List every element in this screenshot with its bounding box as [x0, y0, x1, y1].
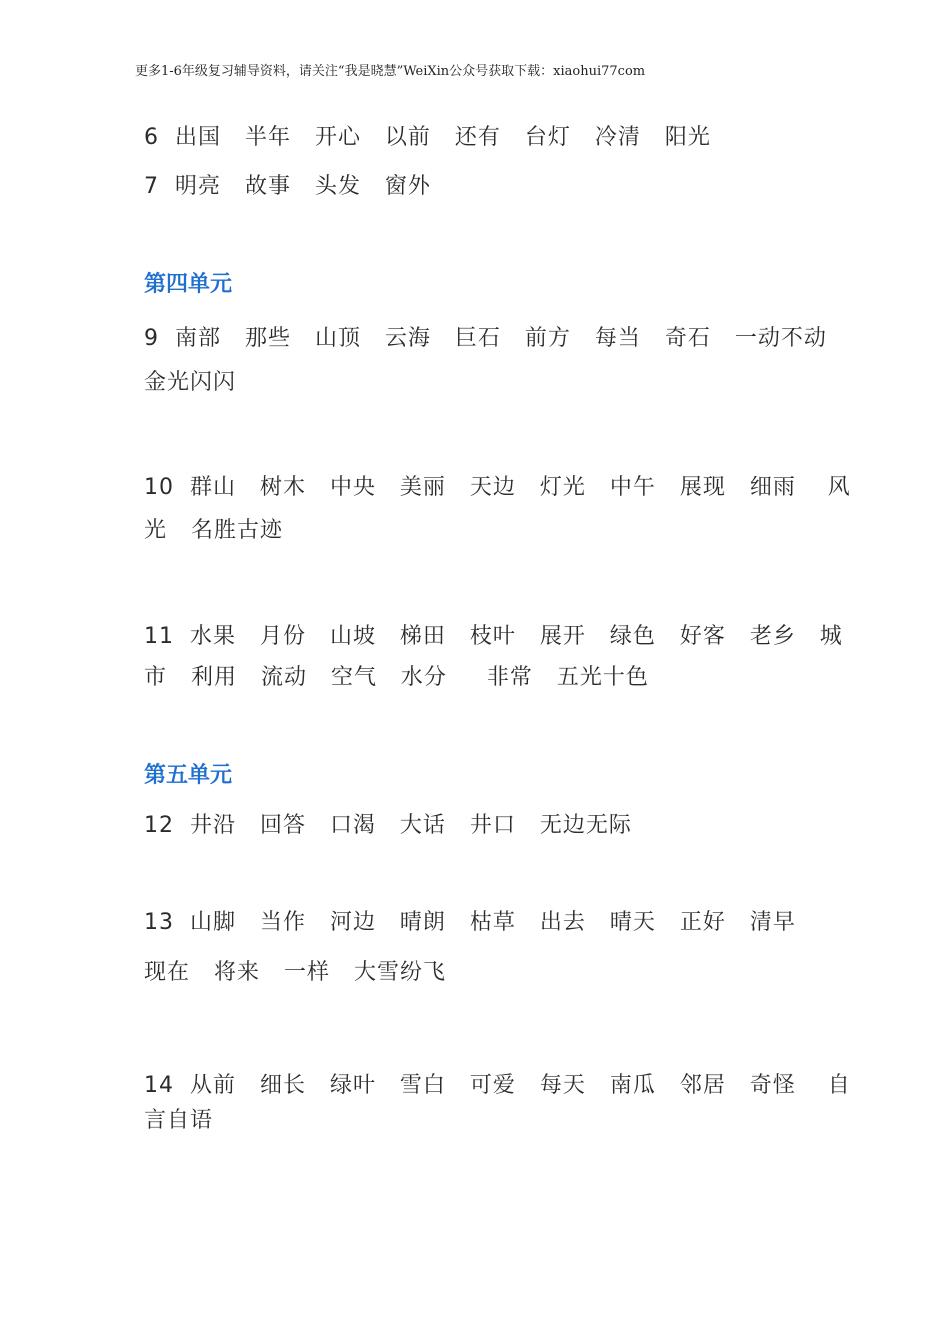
vocab-line-9: 9 南部 那些 山顶 云海 巨石 前方 每当 奇石 一动不动: [144, 326, 827, 351]
vocab-line-11: 11 水果 月份 山坡 梯田 枝叶 展开 绿色 好客 老乡 城: [144, 624, 843, 649]
vocab-line-10: 10 群山 树木 中央 美丽 天边 灯光 中午 展现 细雨 风: [144, 475, 851, 500]
vocab-line-9-cont: 金光闪闪: [144, 370, 237, 395]
vocab-line-10-cont: 光 名胜古迹: [144, 518, 283, 543]
vocab-line-7: 7 明亮 故事 头发 窗外: [144, 174, 431, 199]
vocab-line-14-cont: 言自语: [144, 1108, 214, 1133]
unit-heading-4: 第四单元: [144, 272, 233, 297]
vocab-line-13-cont: 现在 将来 一样 大雪纷飞: [144, 960, 446, 985]
vocab-line-6: 6 出国 半年 开心 以前 还有 台灯 冷清 阳光: [144, 125, 711, 150]
header-note: 更多1-6年级复习辅导资料，请关注“我是晓慧”WeiXin公众号获取下载：xiaohui77com: [135, 64, 646, 79]
vocab-line-12: 12 井沿 回答 口渴 大话 井口 无边无际: [144, 813, 632, 838]
vocab-line-14: 14 从前 细长 绿叶 雪白 可爱 每天 南瓜 邻居 奇怪 自: [144, 1073, 851, 1098]
vocab-line-13: 13 山脚 当作 河边 晴朗 枯草 出去 晴天 正好 清早: [144, 910, 796, 935]
unit-heading-5: 第五单元: [144, 763, 233, 788]
vocab-line-11-cont: 市 利用 流动 空气 水分 非常 五光十色: [144, 665, 649, 690]
